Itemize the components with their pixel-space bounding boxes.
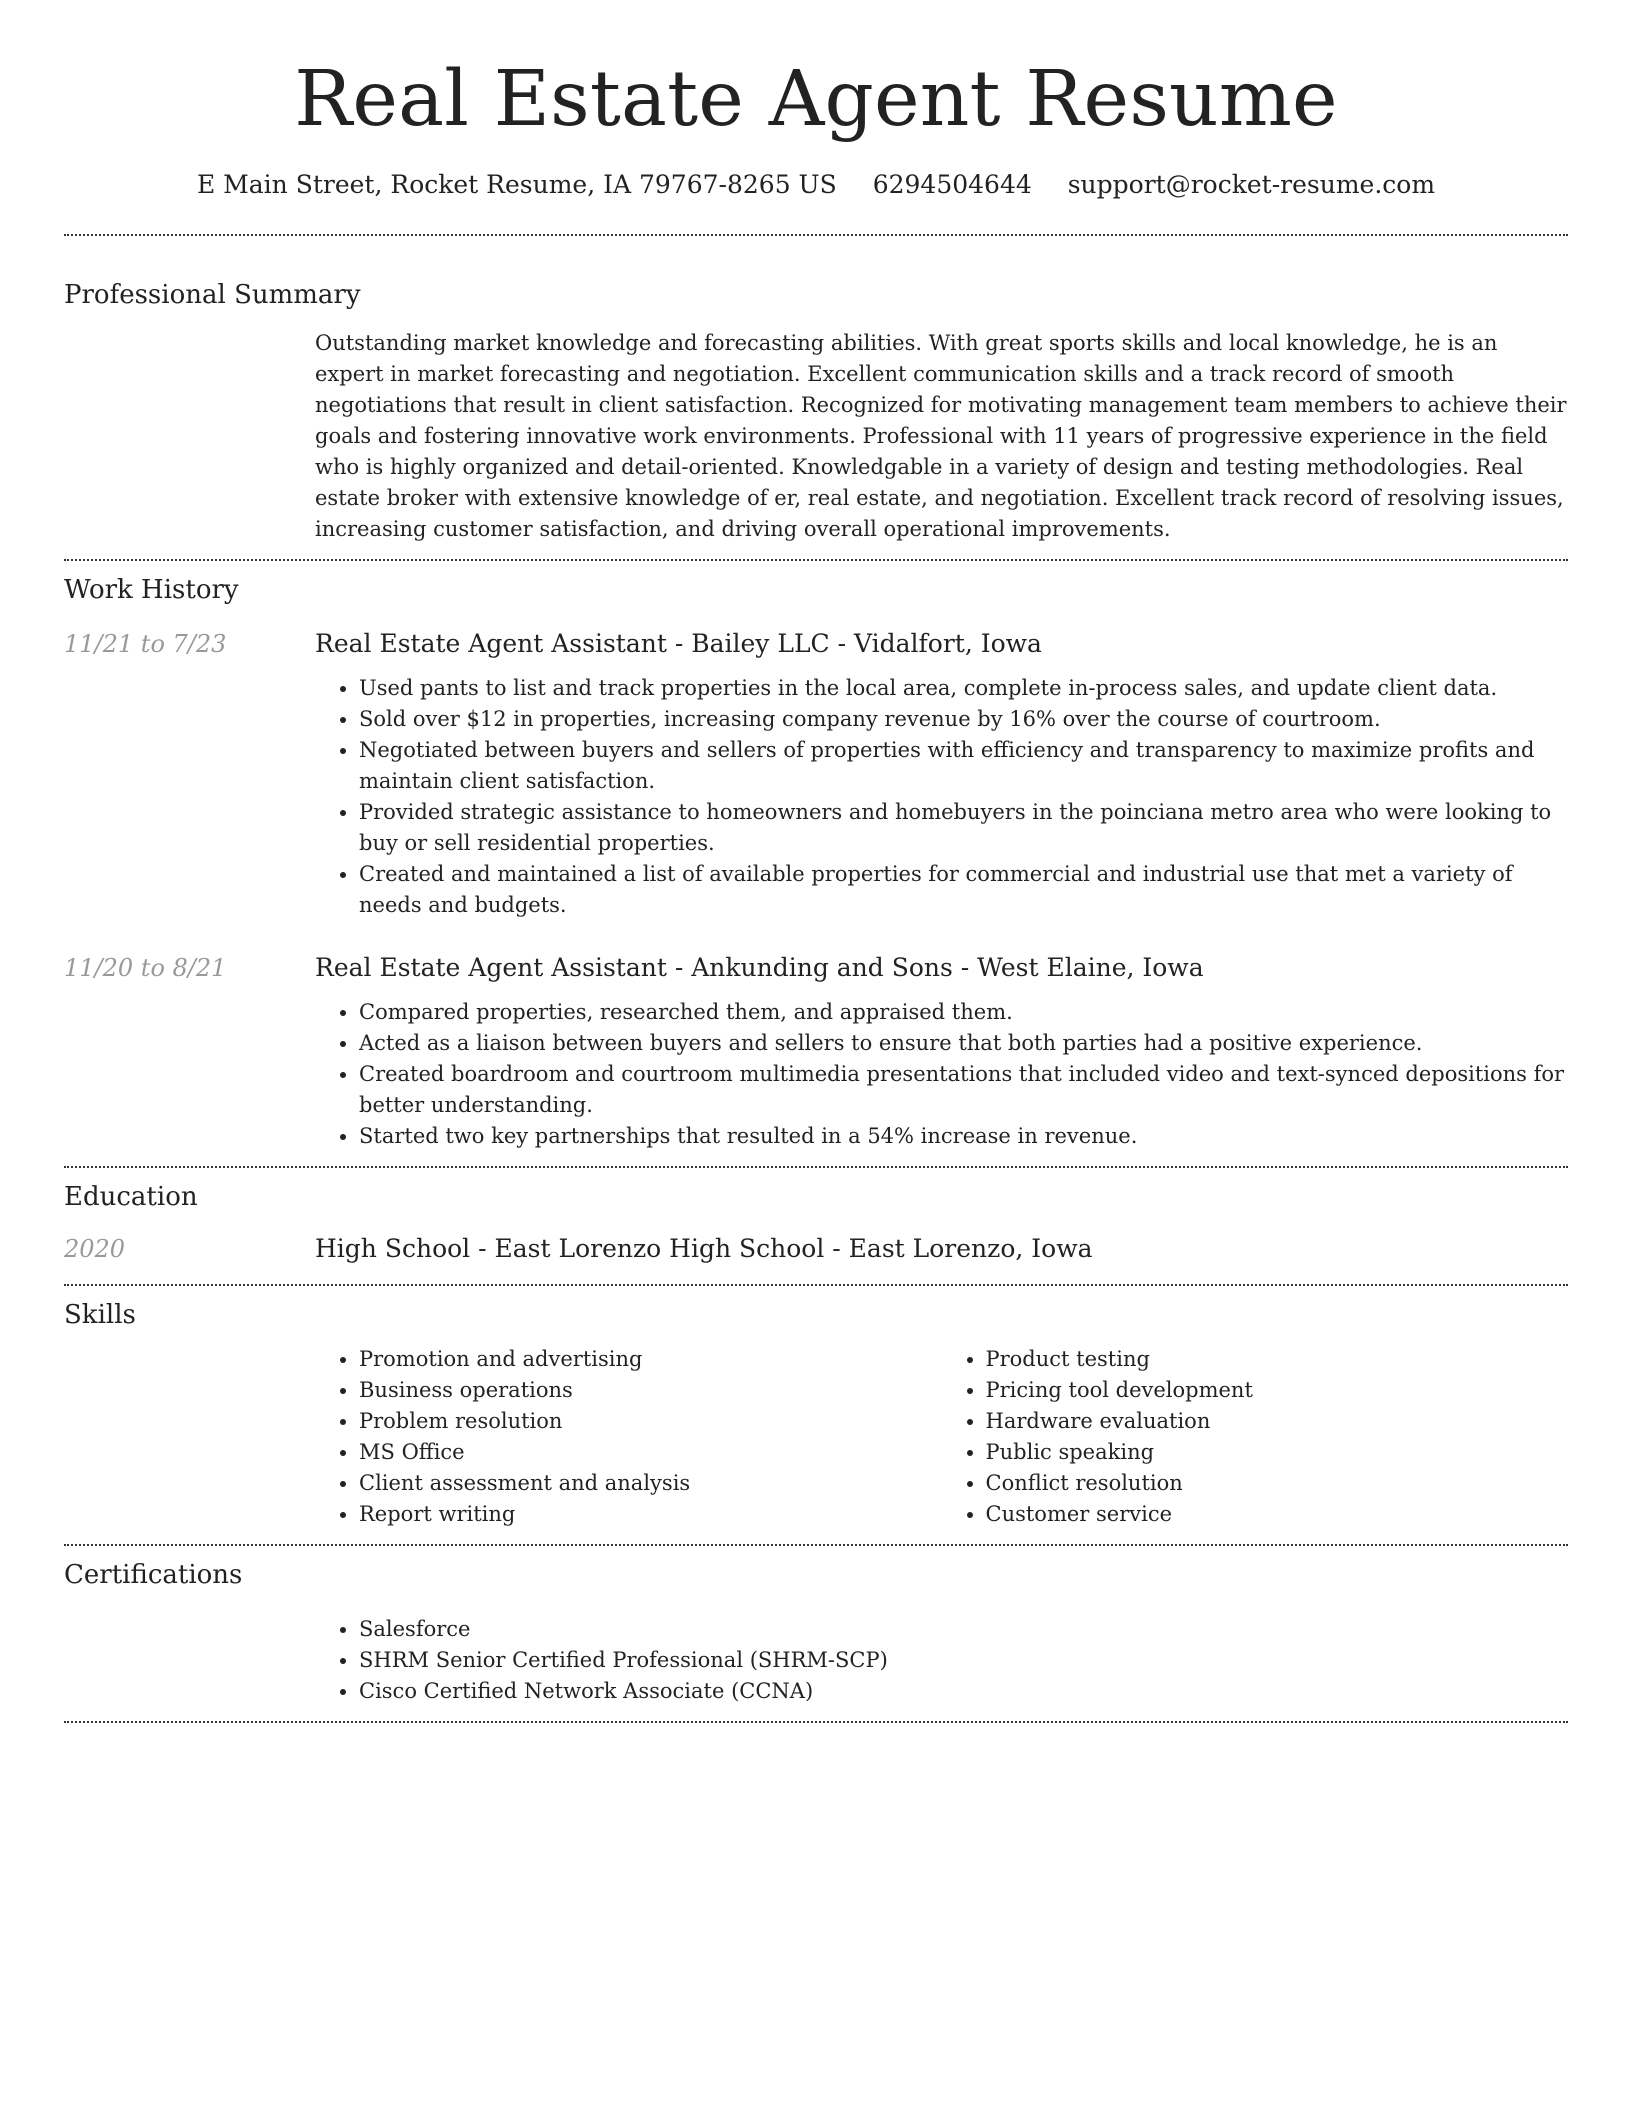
certification-item: • SHRM Senior Certified Professional (SHRM-SCP) (359, 1645, 1568, 1676)
education-section (64, 1168, 1568, 1284)
job-details (315, 627, 1568, 921)
skill-item: • Public speaking (986, 1437, 1569, 1468)
education-entry (64, 1232, 1568, 1284)
education-title: Education (64, 1182, 198, 1212)
contact-address: E Main Street, Rocket Resume, IA 79767-8265 US (196, 170, 837, 199)
contact-phone: 6294504644 (872, 170, 1032, 199)
skill-item: • Client assessment and analysis (359, 1468, 942, 1499)
certification-item: • Salesforce (359, 1614, 1568, 1645)
skill-item: • Report writing (359, 1499, 942, 1530)
job-heading: Real Estate Agent Assistant - Bailey LLC - Vidalfort, Iowa (315, 629, 1042, 658)
skill-item: • Conflict resolution (986, 1468, 1569, 1499)
job-bullet: • Created boardroom and courtroom multimedia presentations that included video and text-synced depositions for better understanding. (359, 1059, 1568, 1121)
summary-section-title: Professional Summary (64, 280, 361, 310)
skills-list-left (315, 1344, 942, 1530)
job-bullet: • Started two key partnerships that resulted in a 54% increase in revenue. (359, 1121, 1568, 1152)
skill-item: • Promotion and advertising (359, 1344, 942, 1375)
skill-item: • Customer service (986, 1499, 1569, 1530)
skills-title: Skills (64, 1300, 136, 1330)
work-history-section (64, 561, 1568, 1166)
section-divider (64, 1721, 1568, 1723)
resume-title: Real Estate Agent Resume (294, 55, 1338, 144)
job-bullet: • Used pants to list and track properties in the local area, complete in-process sales, and update client data. (359, 673, 1568, 704)
certifications-list (315, 1614, 1568, 1707)
skills-grid (315, 1332, 1568, 1544)
skills-section (64, 1286, 1568, 1544)
job-bullet-list (315, 673, 1568, 921)
contact-line (64, 168, 1568, 202)
job-bullet: • Provided strategic assistance to homeowners and homebuyers in the poinciana metro area who were looking to buy or sell residential properties. (359, 797, 1568, 859)
job-dates: 11/20 to 8/21 (64, 954, 227, 982)
job-bullet: • Compared properties, researched them, and appraised them. (359, 997, 1568, 1028)
job-bullet: • Negotiated between buyers and sellers of properties with efficiency and transparency to maximize profits and maintain client satisfaction. (359, 735, 1568, 797)
job-bullet: • Created and maintained a list of available properties for commercial and industrial use that met a variety of needs and budgets. (359, 859, 1568, 921)
skill-item: • Hardware evaluation (986, 1406, 1569, 1437)
certifications-title: Certifications (64, 1560, 243, 1590)
job-entry (64, 627, 1568, 921)
summary-section (64, 236, 1568, 559)
job-entry (64, 951, 1568, 1166)
job-details (315, 951, 1568, 1166)
skill-item: • MS Office (359, 1437, 942, 1468)
summary-text: Outstanding market knowledge and forecasting abilities. With great sports skills and local knowledge, he is an expert in market forecasting and negotiation. Excellent communication skills and a track record of smooth negotiations that result in client satisfaction. Recognized for motivating management team members to achieve their goals and fostering innovative work environments. Professional with 11 years of progressive experience in the field who is highly organized and detail-oriented. Knowledgable in a variety of design and testing methodologies. Real estate broker with extensive knowledge of er, real estate, and negotiation. Excellent track record of resolving issues, increasing customer satisfaction, and driving overall operational improvements. (315, 331, 1567, 541)
work-history-title: Work History (64, 575, 239, 605)
skill-item: • Problem resolution (359, 1406, 942, 1437)
job-heading: Real Estate Agent Assistant - Ankunding and Sons - West Elaine, Iowa (315, 953, 1204, 982)
job-bullet: • Acted as a liaison between buyers and sellers to ensure that both parties had a positive experience. (359, 1028, 1568, 1059)
certifications-body (315, 1614, 1568, 1721)
job-bullet-list (315, 997, 1568, 1152)
certification-item: • Cisco Certified Network Associate (CCNA) (359, 1676, 1568, 1707)
job-bullet: • Sold over $12 in properties, increasing company revenue by 16% over the course of courtroom. (359, 704, 1568, 735)
skill-item: • Business operations (359, 1375, 942, 1406)
skill-item: • Product testing (986, 1344, 1569, 1375)
education-year: 2020 (64, 1235, 126, 1263)
job-dates: 11/21 to 7/23 (64, 630, 227, 658)
certifications-section (64, 1546, 1568, 1721)
skill-item: • Pricing tool development (986, 1375, 1569, 1406)
contact-email: support@rocket-resume.com (1067, 170, 1436, 199)
education-heading: High School - East Lorenzo High School - East Lorenzo, Iowa (315, 1234, 1093, 1263)
skills-list-right (942, 1344, 1569, 1530)
